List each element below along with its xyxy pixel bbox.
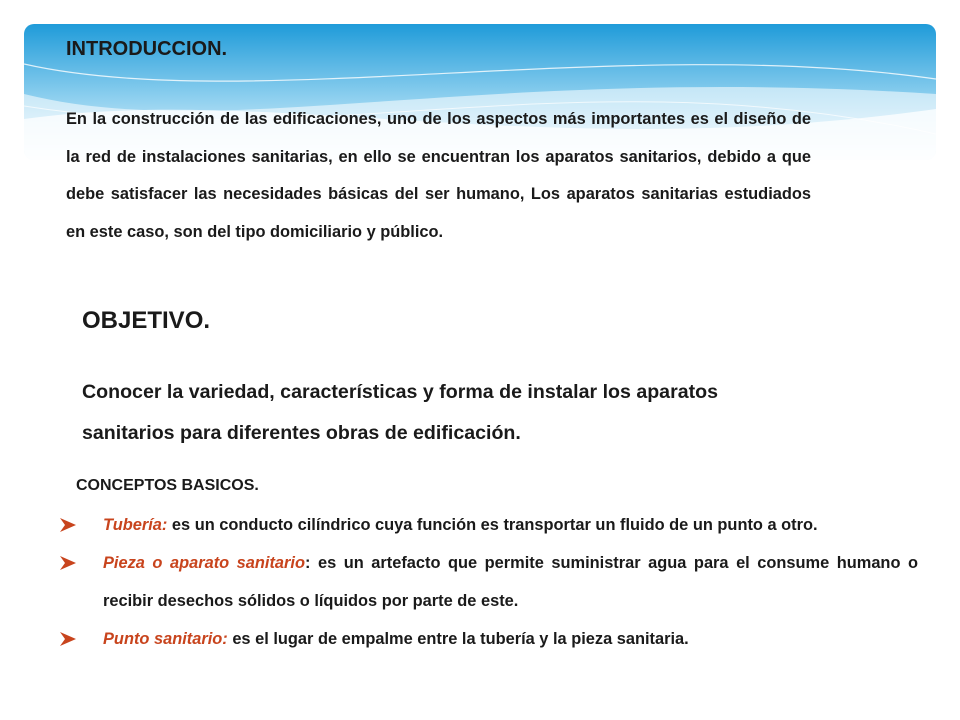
concept-term: Tubería: [103,516,168,534]
intro-paragraph: En la construcción de las edificaciones, uno de los aspectos más importantes es el diseño de la red de instalaciones sanitarias, en ello se encuentran los aparatos sanitarios, debido a que debe satisfacer las necesidades básicas del ser humano, Los aparatos sanitarias estudiados en este caso, son del tipo domiciliario y público. [66,110,811,241]
concept-term: Punto sanitario: [103,630,228,648]
arrowhead-bullet-icon [60,518,76,532]
list-item [58,544,918,620]
concepts-list [58,506,918,658]
objective-heading: OBJETIVO. [82,307,211,334]
list-item [58,506,918,544]
arrowhead-bullet-icon [60,632,76,646]
intro-heading: INTRODUCCION. [66,38,228,60]
concept-definition: es un conducto cilíndrico cuya función es transportar un fluido de un punto a otro. [167,516,818,534]
concepts-heading: CONCEPTOS BASICOS. [76,477,259,494]
concept-term: Pieza o aparato sanitario [103,554,305,572]
concept-definition: : es un artefacto que permite suministrar agua para el consume humano o recibir desechos sólidos o líquidos por parte de este. [103,554,918,610]
objective-paragraph: Conocer la variedad, características y forma de instalar los aparatos sanitarios para diferentes obras de edificación. [82,381,718,444]
arrowhead-bullet-icon [60,556,76,570]
concept-definition: es el lugar de empalme entre la tubería y la pieza sanitaria. [227,630,689,648]
list-item [58,620,918,658]
